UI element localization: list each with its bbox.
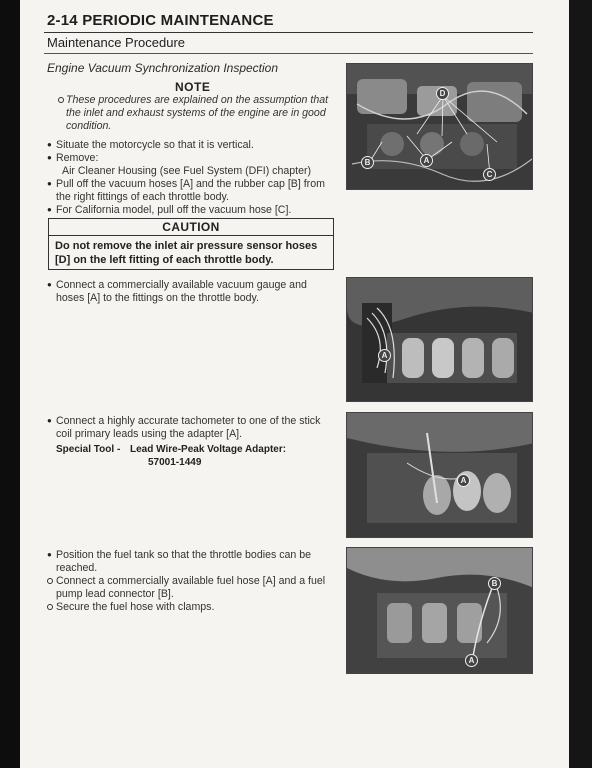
engine-photo-1-art — [347, 64, 533, 190]
callout-label: A — [465, 654, 478, 667]
scan-left-border — [0, 0, 20, 768]
bullet-icon: ● — [47, 153, 52, 162]
caution-box — [48, 218, 334, 270]
step-text: Air Cleaner Housing (see Fuel System (DFI) chapter) — [62, 165, 312, 177]
step-text: the right fittings of each throttle body. — [56, 191, 229, 203]
step-text: For California model, pull off the vacuum hose [C]. — [56, 204, 292, 216]
section-title: Engine Vacuum Synchronization Inspection — [47, 61, 279, 75]
callout-label: D — [436, 87, 449, 100]
caution-text: Do not remove the inlet air pressure sensor hoses — [55, 240, 318, 252]
step-text: reached. — [56, 562, 98, 574]
callout-label: C — [483, 168, 496, 181]
callout-label: B — [361, 156, 374, 169]
substep-text: Connect a commercially available fuel hose [A] and a fuel — [56, 575, 326, 587]
header-rule — [44, 32, 533, 33]
note-ring-icon — [58, 97, 64, 103]
page-title: 2-14 PERIODIC MAINTENANCE — [47, 12, 274, 29]
engine-photo-4-art — [347, 548, 533, 674]
bullet-icon: ● — [47, 140, 52, 149]
special-tool-label: Special Tool - — [56, 444, 121, 455]
callout-label: A — [378, 349, 391, 362]
note-line: the inlet and exhaust systems of the engine are in good — [66, 107, 326, 119]
caution-text: [D] on the left fitting of each throttle body. — [55, 254, 274, 266]
bullet-icon: ● — [47, 550, 52, 559]
special-tool-name: Lead Wire-Peak Voltage Adapter: — [130, 444, 287, 455]
note-line: These procedures are explained on the assumption that — [66, 94, 329, 106]
substep-ring-icon — [47, 604, 53, 610]
bullet-icon: ● — [47, 179, 52, 188]
scan-right-border — [569, 0, 592, 768]
callout-label: A — [457, 474, 470, 487]
engine-photo-2-art — [347, 278, 533, 402]
step-text: Remove: — [56, 152, 99, 164]
step-text: Position the fuel tank so that the throttle bodies can be — [56, 549, 312, 561]
manual-page — [20, 0, 569, 768]
substep-text: pump lead connector [B]. — [56, 588, 174, 600]
caution-label: CAUTION — [49, 219, 333, 236]
subtitle-rule — [44, 53, 533, 54]
engine-photo-3 — [346, 412, 533, 538]
engine-photo-1 — [346, 63, 533, 190]
page-subtitle: Maintenance Procedure — [47, 35, 186, 50]
engine-photo-3-art — [347, 413, 533, 538]
bullet-icon: ● — [47, 416, 52, 425]
bullet-icon: ● — [47, 280, 52, 289]
callout-label: B — [488, 577, 501, 590]
note-label: NOTE — [175, 80, 211, 94]
engine-photo-4 — [346, 547, 533, 674]
step-text: Pull off the vacuum hoses [A] and the rubber cap [B] from — [56, 178, 325, 190]
step-text: hoses [A] to the fittings on the throttle body. — [56, 292, 259, 304]
engine-photo-2 — [346, 277, 533, 402]
step-text: Connect a commercially available vacuum gauge and — [56, 279, 307, 291]
step-text: coil primary leads using the adapter [A]. — [56, 428, 243, 440]
special-tool-number: 57001-1449 — [148, 457, 202, 468]
bullet-icon: ● — [47, 205, 52, 214]
step-text: Connect a highly accurate tachometer to one of the stick — [56, 415, 321, 427]
callout-label: A — [420, 154, 433, 167]
substep-ring-icon — [47, 578, 53, 584]
note-line: condition. — [66, 120, 112, 132]
step-text: Situate the motorcycle so that it is vertical. — [56, 139, 254, 151]
substep-text: Secure the fuel hose with clamps. — [56, 601, 215, 613]
